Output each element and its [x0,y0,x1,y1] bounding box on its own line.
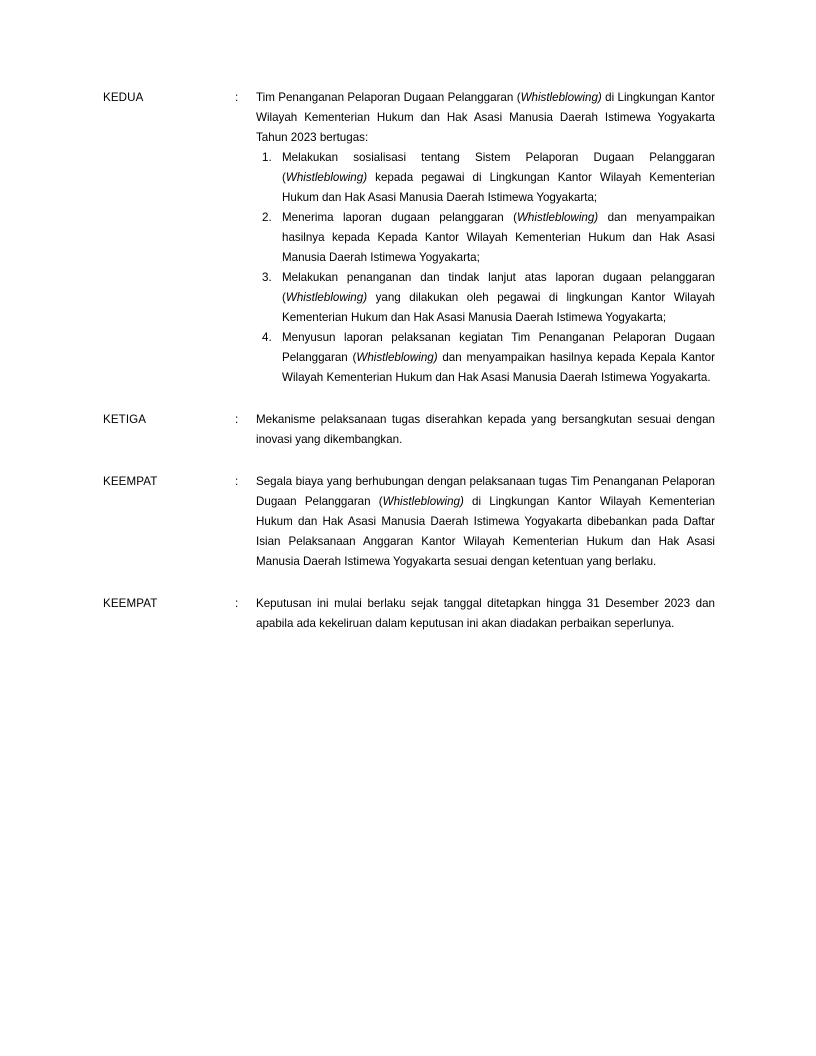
term-whistleblowing: Whistleblowing) [520,91,602,104]
clause-kedua [103,88,715,388]
item-text-after-term: kepada pegawai di Lingkungan Kantor Wilayah Kementerian Hukum dan Hak Asasi Manusia Daerah Istimewa Yogyakarta; [282,171,715,204]
clause-label: KEEMPAT [103,597,158,610]
clause-label: KETIGA [103,413,147,426]
clause-paragraph: Mekanisme pelaksanaan tugas diserahkan kepada yang bersangkutan sesuai dengan inovasi yang dikembangkan. [256,413,715,446]
clause-separator: : [235,91,239,104]
item-text-before-term: Melakukan sosialisasi tentang Sistem Pelaporan Dugaan Pelanggaran ( [282,151,715,184]
clause-keempat-effective-date [103,594,715,634]
clause-label: KEDUA [103,91,144,104]
clause-separator: : [235,597,239,610]
item-text-before-term: Menerima laporan dugaan pelanggaran ( [282,211,517,224]
item-text-before-term: Melakukan penanganan dan tindak lanjut atas laporan dugaan pelanggaran ( [282,271,715,304]
clause-ketiga [103,410,715,450]
item-text-after-term: dan menyampaikan hasilnya kepada Kepala Kantor Wilayah Kementerian Hukum dan Hak Asasi Manusia Daerah Istimewa Yogyakarta. [282,351,715,384]
list-item [256,148,715,208]
clause-separator: : [235,413,239,426]
item-text-before-term: Menyusun laporan pelaksanan kegiatan Tim Penanganan Pelaporan Dugaan Pelanggaran ( [282,331,715,364]
clause-body [256,88,715,388]
clause-paragraph: Keputusan ini mulai berlaku sejak tanggal ditetapkan hingga 31 Desember 2023 dan apabila ada kekeliruan dalam keputusan ini akan diadakan perbaikan seperlunya. [256,597,715,630]
item-text-after-term: yang dilakukan oleh pegawai di lingkungan Kantor Wilayah Kementerian Hukum dan Hak Asasi Manusia Daerah Istimewa Yogyakarta; [282,291,715,324]
clause-text-after-term: di Lingkungan Kantor Wilayah Kementerian Hukum dan Hak Asasi Manusia Daerah Istimewa Yogyakarta dibebankan pada Daftar Isian Pelaksanaan Anggaran Kantor Wilayah Kementerian Hukum dan Hak Asasi Manusia Daerah Istimewa Yogyakarta sesuai dengan ketentuan yang berlaku. [256,495,716,568]
list-item [256,208,715,268]
list-item-text [282,328,715,388]
item-text-after-term: dan menyampaikan hasilnya kepada Kepada Kantor Wilayah Kementerian Hukum dan Hak Asasi Manusia Daerah Istimewa Yogyakarta; [282,211,716,264]
list-item-marker: 4. [262,331,272,344]
list-item [256,268,715,328]
clause-body [256,472,715,572]
term-whistleblowing: Whistleblowing) [382,495,464,508]
list-item-marker: 2. [262,211,272,224]
clause-text-before-term: Segala biaya yang berhubungan dengan pelaksanaan tugas Tim Penanganan Pelaporan Dugaan Pelanggaran ( [256,475,715,508]
clause-body [256,594,715,634]
term-whistleblowing: Whistleblowing) [285,291,368,304]
list-item-marker: 1. [262,151,272,164]
intro-text-after-term: di Lingkungan Kantor Wilayah Kementerian Hukum dan Hak Asasi Manusia Daerah Istimewa Yogyakarta Tahun 2023 bertugas: [256,91,715,144]
clause-intro-paragraph [256,88,715,148]
list-item-text [282,148,715,208]
list-item-text [282,208,715,268]
intro-text-before-term: Tim Penanganan Pelaporan Dugaan Pelanggaran ( [256,91,521,104]
duties-list [256,148,715,388]
clause-body [256,410,715,450]
term-whistleblowing: Whistleblowing) [356,351,438,364]
clause-keempat-budget [103,472,715,572]
clause-label: KEEMPAT [103,475,158,488]
term-whistleblowing: Whistleblowing) [516,211,599,224]
list-item [256,328,715,388]
term-whistleblowing: Whistleblowing) [285,171,368,184]
clause-paragraph [256,472,715,572]
list-item-text [282,268,715,328]
clause-separator: : [235,475,239,488]
list-item-marker: 3. [262,271,272,284]
